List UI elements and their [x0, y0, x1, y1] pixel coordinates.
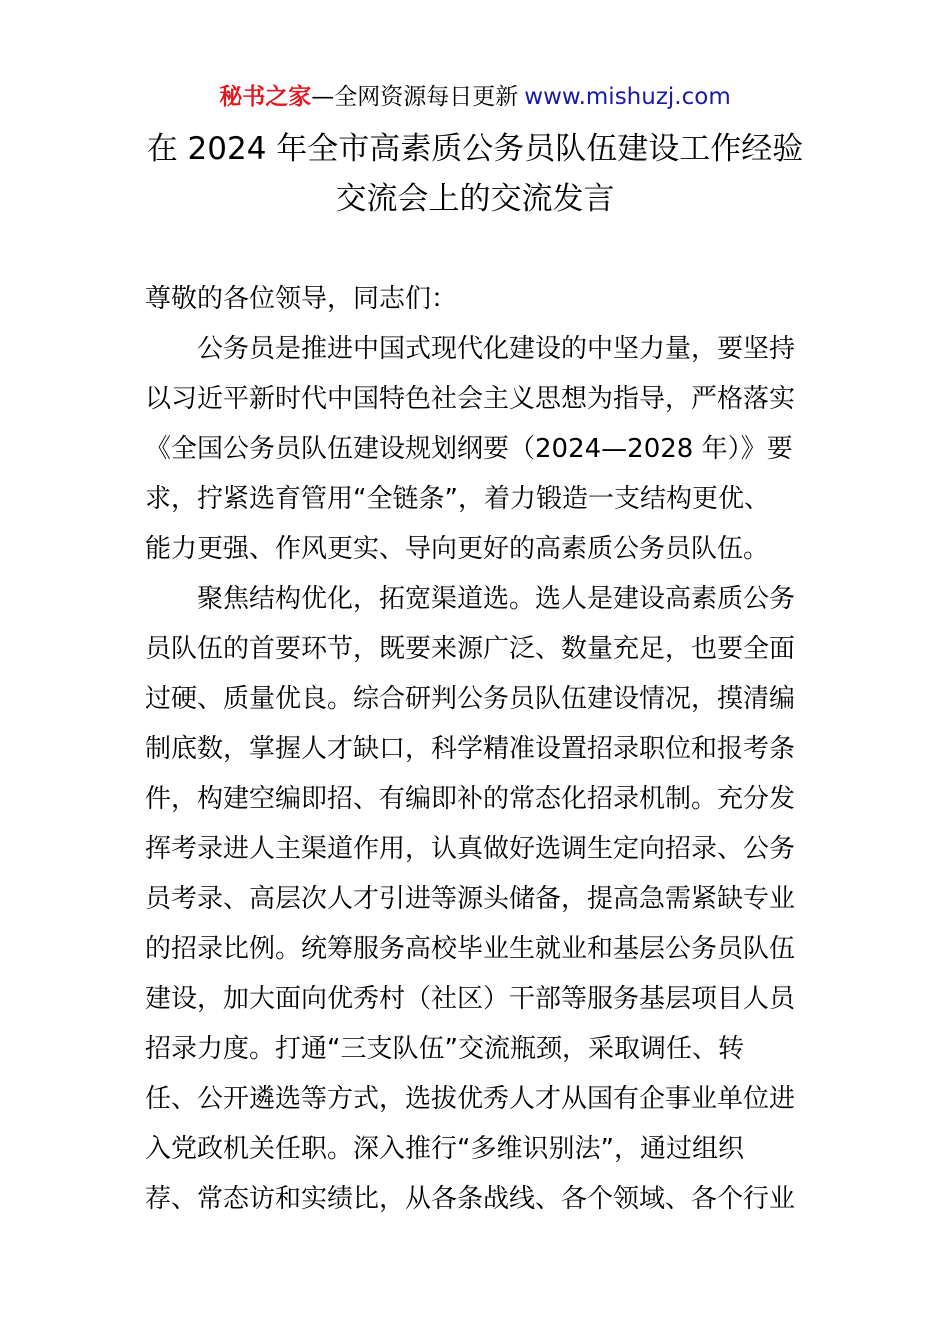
- paragraph-line: 过硬、质量优良。综合研判公务员队伍建设情况，摸清编: [145, 684, 796, 714]
- paragraph-line: 能力更强、作风更实、导向更好的高素质公务员队伍。: [145, 534, 770, 564]
- paragraph-line: 员考录、高层次人才引进等源头储备，提高急需紧缺专业: [145, 884, 796, 914]
- title-line: 在 2024 年全市高素质公务员队伍建设工作经验: [146, 131, 804, 167]
- paragraph-line: 求，拧紧选育管用“全链条”，着力锻造一支结构更优、: [145, 484, 770, 514]
- paragraph-line: 员队伍的首要环节，既要来源广泛、数量充足，也要全面: [145, 634, 796, 664]
- paragraph-line: 建设，加大面向优秀村（社区）干部等服务基层项目人员: [145, 984, 796, 1014]
- paragraph-line: 制底数，掌握人才缺口，科学精准设置招录职位和报考条: [145, 734, 796, 764]
- paragraph-line: 《全国公务员队伍建设规划纲要（2024—2028 年）》要: [145, 434, 793, 464]
- site-url-link[interactable]: www.mishuzj.com: [524, 84, 731, 110]
- paragraph-line: 招录力度。打通“三支队伍”交流瓶颈，采取调任、转: [145, 1034, 744, 1064]
- title-line: 交流会上的交流发言: [335, 181, 615, 217]
- paragraph-line: 入党政机关任职。深入推行“多维识别法”，通过组织: [145, 1134, 744, 1164]
- salutation: 尊敬的各位领导，同志们：: [145, 284, 458, 314]
- document-body: [145, 274, 810, 1224]
- paragraph-line: 荐、常态访和实绩比，从各条战线、各个领域、各个行业: [145, 1184, 796, 1214]
- paragraph-line: 聚焦结构优化，拓宽渠道选。选人是建设高素质公务: [197, 584, 796, 614]
- paragraph-line: 任、公开遴选等方式，选拔优秀人才从国有企事业单位进: [145, 1084, 796, 1114]
- site-header: [0, 80, 950, 114]
- paragraph-line: 以习近平新时代中国特色社会主义思想为指导，严格落实: [145, 384, 796, 414]
- paragraph-line: 挥考录进人主渠道作用，认真做好选调生定向招录、公务: [145, 834, 796, 864]
- brand-name: 秘书之家: [219, 84, 312, 110]
- paragraph-line: 的招录比例。统筹服务高校毕业生就业和基层公务员队伍: [145, 934, 796, 964]
- document-title: [0, 124, 950, 224]
- header-tagline: —全网资源每日更新: [311, 84, 519, 110]
- paragraph-line: 件，构建空编即招、有编即补的常态化招录机制。充分发: [145, 784, 796, 814]
- paragraph-line: 公务员是推进中国式现代化建设的中坚力量，要坚持: [197, 334, 796, 364]
